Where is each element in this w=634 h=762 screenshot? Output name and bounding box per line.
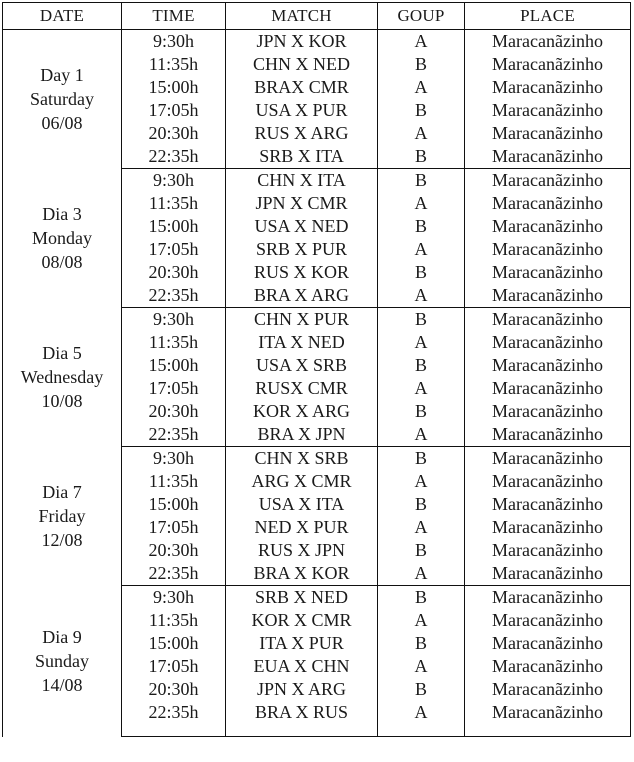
time-cell: 22:35h bbox=[122, 284, 226, 308]
place-cell: Maracanãzinho bbox=[465, 354, 631, 377]
match-cell: RUS X JPN bbox=[226, 539, 378, 562]
match-cell: RUS X ARG bbox=[226, 122, 378, 145]
match-cell: JPN X KOR bbox=[226, 30, 378, 54]
place-cell: Maracanãzinho bbox=[465, 701, 631, 737]
group-cell: B bbox=[378, 447, 465, 471]
place-cell: Maracanãzinho bbox=[465, 30, 631, 54]
match-cell: SRB X PUR bbox=[226, 238, 378, 261]
day-label-line: 10/08 bbox=[41, 391, 83, 411]
group-cell: A bbox=[378, 30, 465, 54]
group-cell: B bbox=[378, 539, 465, 562]
group-cell: A bbox=[378, 655, 465, 678]
place-cell: Maracanãzinho bbox=[465, 145, 631, 169]
place-cell: Maracanãzinho bbox=[465, 632, 631, 655]
match-cell: ARG X CMR bbox=[226, 470, 378, 493]
table-row bbox=[3, 308, 631, 332]
time-cell: 17:05h bbox=[122, 377, 226, 400]
match-cell: NED X PUR bbox=[226, 516, 378, 539]
header-place: PLACE bbox=[465, 3, 631, 30]
time-cell: 17:05h bbox=[122, 516, 226, 539]
time-cell: 22:35h bbox=[122, 701, 226, 737]
day-label-line: 14/08 bbox=[41, 675, 83, 695]
match-cell: BRA X RUS bbox=[226, 701, 378, 737]
place-cell: Maracanãzinho bbox=[465, 122, 631, 145]
day-label-line: 06/08 bbox=[41, 113, 83, 134]
time-cell: 9:30h bbox=[122, 447, 226, 471]
day-label-line: Dia 5 bbox=[42, 343, 82, 363]
place-cell: Maracanãzinho bbox=[465, 400, 631, 423]
time-cell: 22:35h bbox=[122, 423, 226, 447]
day-cell bbox=[3, 586, 122, 737]
group-cell: A bbox=[378, 76, 465, 99]
match-cell: CHN X SRB bbox=[226, 447, 378, 471]
place-cell: Maracanãzinho bbox=[465, 377, 631, 400]
time-cell: 20:30h bbox=[122, 400, 226, 423]
match-cell: USA X SRB bbox=[226, 354, 378, 377]
time-cell: 20:30h bbox=[122, 539, 226, 562]
place-cell: Maracanãzinho bbox=[465, 99, 631, 122]
match-cell: SRB X ITA bbox=[226, 145, 378, 169]
header-date: DATE bbox=[3, 3, 122, 30]
day-label-line: Sunday bbox=[35, 651, 89, 671]
group-cell: A bbox=[378, 562, 465, 586]
place-cell: Maracanãzinho bbox=[465, 308, 631, 332]
place-cell: Maracanãzinho bbox=[465, 331, 631, 354]
place-cell: Maracanãzinho bbox=[465, 655, 631, 678]
match-cell: BRA X KOR bbox=[226, 562, 378, 586]
group-cell: B bbox=[378, 53, 465, 76]
place-cell: Maracanãzinho bbox=[465, 539, 631, 562]
place-cell: Maracanãzinho bbox=[465, 284, 631, 308]
group-cell: B bbox=[378, 169, 465, 193]
header-time: TIME bbox=[122, 3, 226, 30]
group-cell: B bbox=[378, 261, 465, 284]
day-label-line: Friday bbox=[38, 506, 86, 526]
time-cell: 17:05h bbox=[122, 99, 226, 122]
place-cell: Maracanãzinho bbox=[465, 562, 631, 586]
time-cell: 20:30h bbox=[122, 678, 226, 701]
time-cell: 11:35h bbox=[122, 470, 226, 493]
group-cell: A bbox=[378, 238, 465, 261]
table-row bbox=[3, 169, 631, 193]
group-cell: A bbox=[378, 609, 465, 632]
match-cell: RUS X KOR bbox=[226, 261, 378, 284]
day-cell bbox=[3, 447, 122, 586]
place-cell: Maracanãzinho bbox=[465, 470, 631, 493]
group-cell: B bbox=[378, 145, 465, 169]
match-cell: BRAX CMR bbox=[226, 76, 378, 99]
group-cell: A bbox=[378, 284, 465, 308]
match-cell: EUA X CHN bbox=[226, 655, 378, 678]
day-cell bbox=[3, 30, 122, 169]
place-cell: Maracanãzinho bbox=[465, 609, 631, 632]
group-cell: B bbox=[378, 493, 465, 516]
group-cell: A bbox=[378, 331, 465, 354]
time-cell: 22:35h bbox=[122, 145, 226, 169]
group-cell: B bbox=[378, 215, 465, 238]
match-cell: BRA X ARG bbox=[226, 284, 378, 308]
place-cell: Maracanãzinho bbox=[465, 678, 631, 701]
day-label-line: Dia 3 bbox=[42, 204, 82, 224]
match-cell: BRA X JPN bbox=[226, 423, 378, 447]
group-cell: A bbox=[378, 470, 465, 493]
group-cell: B bbox=[378, 400, 465, 423]
table-row bbox=[3, 447, 631, 471]
time-cell: 15:00h bbox=[122, 215, 226, 238]
place-cell: Maracanãzinho bbox=[465, 238, 631, 261]
group-cell: A bbox=[378, 192, 465, 215]
day-label-line: Day 1 bbox=[40, 65, 84, 86]
match-cell: CHN X ITA bbox=[226, 169, 378, 193]
time-cell: 17:05h bbox=[122, 238, 226, 261]
time-cell: 20:30h bbox=[122, 122, 226, 145]
place-cell: Maracanãzinho bbox=[465, 53, 631, 76]
place-cell: Maracanãzinho bbox=[465, 447, 631, 471]
day-label-line: Saturday bbox=[30, 89, 94, 110]
time-cell: 9:30h bbox=[122, 308, 226, 332]
place-cell: Maracanãzinho bbox=[465, 493, 631, 516]
day-label-line: Dia 9 bbox=[42, 627, 82, 647]
place-cell: Maracanãzinho bbox=[465, 215, 631, 238]
match-cell: CHN X PUR bbox=[226, 308, 378, 332]
place-cell: Maracanãzinho bbox=[465, 76, 631, 99]
match-cell: JPN X ARG bbox=[226, 678, 378, 701]
match-cell: RUSX CMR bbox=[226, 377, 378, 400]
group-cell: A bbox=[378, 423, 465, 447]
time-cell: 15:00h bbox=[122, 76, 226, 99]
time-cell: 9:30h bbox=[122, 30, 226, 54]
place-cell: Maracanãzinho bbox=[465, 423, 631, 447]
header-row bbox=[3, 3, 631, 30]
match-cell: USA X NED bbox=[226, 215, 378, 238]
group-cell: A bbox=[378, 516, 465, 539]
day-label-line: 12/08 bbox=[41, 530, 83, 550]
time-cell: 11:35h bbox=[122, 609, 226, 632]
header-group: GOUP bbox=[378, 3, 465, 30]
time-cell: 9:30h bbox=[122, 169, 226, 193]
time-cell: 15:00h bbox=[122, 493, 226, 516]
match-cell: USA X ITA bbox=[226, 493, 378, 516]
day-cell bbox=[3, 169, 122, 308]
group-cell: A bbox=[378, 122, 465, 145]
group-cell: B bbox=[378, 308, 465, 332]
place-cell: Maracanãzinho bbox=[465, 169, 631, 193]
schedule-body bbox=[3, 30, 631, 737]
table-row bbox=[3, 586, 631, 610]
place-cell: Maracanãzinho bbox=[465, 192, 631, 215]
group-cell: A bbox=[378, 701, 465, 737]
group-cell: B bbox=[378, 99, 465, 122]
schedule-table bbox=[2, 2, 631, 737]
time-cell: 20:30h bbox=[122, 261, 226, 284]
group-cell: A bbox=[378, 377, 465, 400]
match-cell: KOR X CMR bbox=[226, 609, 378, 632]
table-row bbox=[3, 30, 631, 54]
day-label-line: 08/08 bbox=[41, 252, 83, 272]
time-cell: 11:35h bbox=[122, 192, 226, 215]
group-cell: B bbox=[378, 586, 465, 610]
match-cell: ITA X PUR bbox=[226, 632, 378, 655]
header-match: MATCH bbox=[226, 3, 378, 30]
time-cell: 15:00h bbox=[122, 354, 226, 377]
day-label-line: Dia 7 bbox=[42, 482, 82, 502]
time-cell: 9:30h bbox=[122, 586, 226, 610]
place-cell: Maracanãzinho bbox=[465, 516, 631, 539]
match-cell: ITA X NED bbox=[226, 331, 378, 354]
group-cell: B bbox=[378, 354, 465, 377]
match-cell: JPN X CMR bbox=[226, 192, 378, 215]
time-cell: 22:35h bbox=[122, 562, 226, 586]
time-cell: 15:00h bbox=[122, 632, 226, 655]
match-cell: SRB X NED bbox=[226, 586, 378, 610]
place-cell: Maracanãzinho bbox=[465, 586, 631, 610]
match-cell: CHN X NED bbox=[226, 53, 378, 76]
day-label-line: Monday bbox=[32, 228, 92, 248]
day-label-line: Wednesday bbox=[20, 367, 104, 387]
time-cell: 11:35h bbox=[122, 331, 226, 354]
day-cell bbox=[3, 308, 122, 447]
match-cell: KOR X ARG bbox=[226, 400, 378, 423]
place-cell: Maracanãzinho bbox=[465, 261, 631, 284]
time-cell: 11:35h bbox=[122, 53, 226, 76]
group-cell: B bbox=[378, 678, 465, 701]
match-cell: USA X PUR bbox=[226, 99, 378, 122]
group-cell: B bbox=[378, 632, 465, 655]
time-cell: 17:05h bbox=[122, 655, 226, 678]
